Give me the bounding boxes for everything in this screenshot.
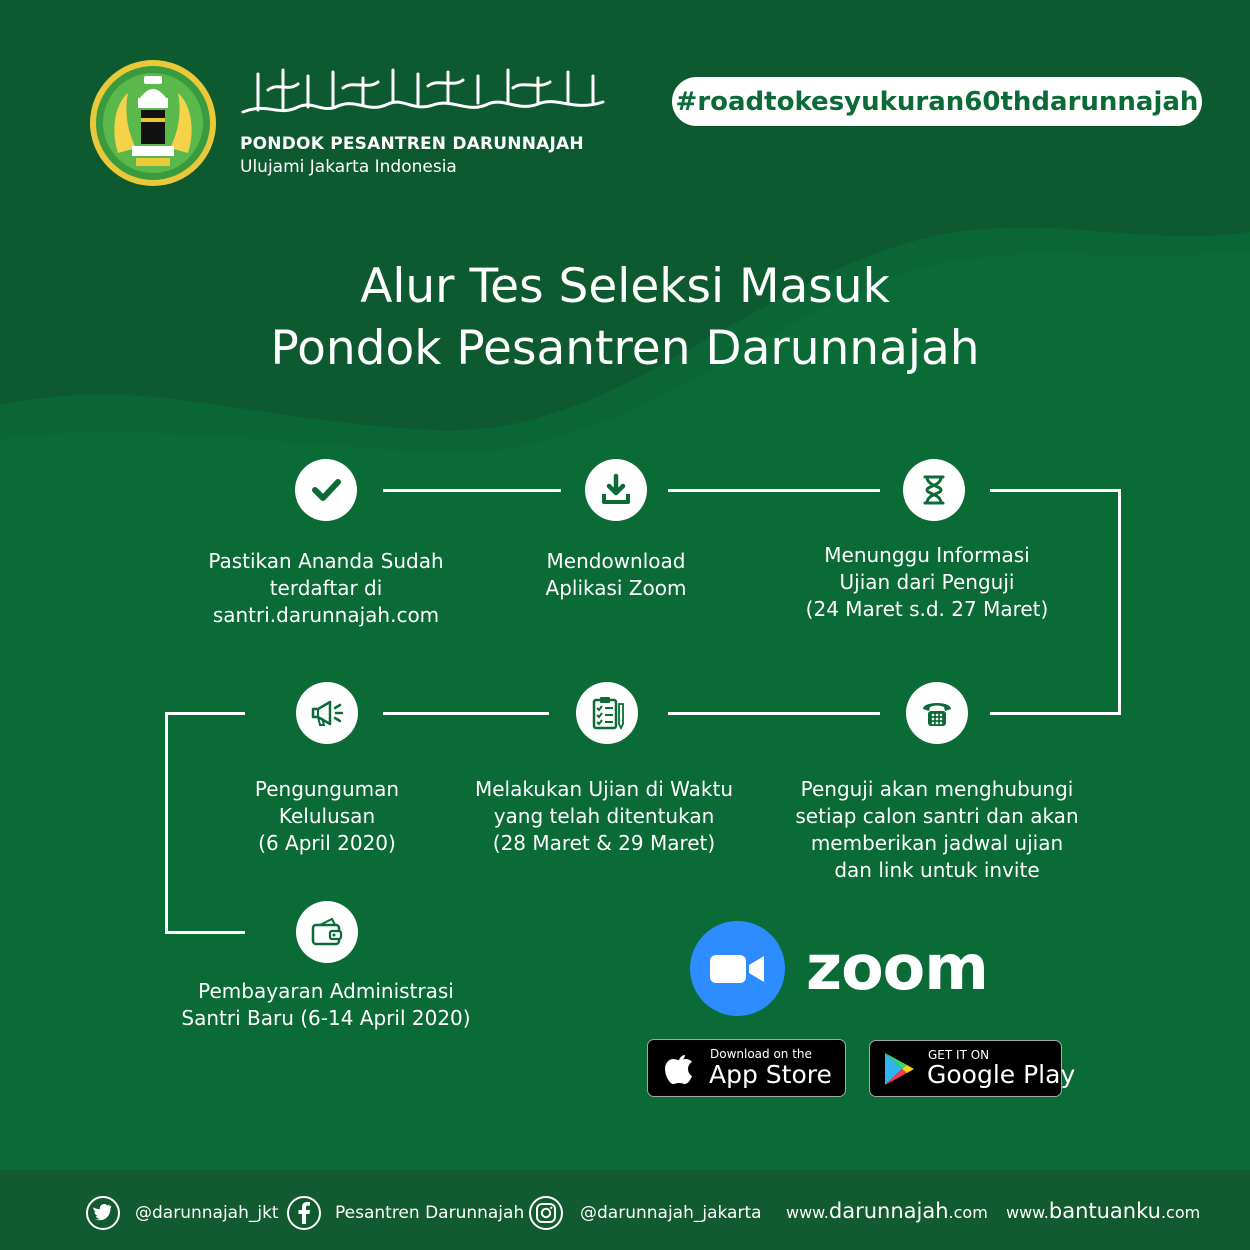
step-4-text: Penguji akan menghubungi setiap calon santri dan akan memberikan jadwal ujian dan link untuk invite [795,777,1079,882]
connector-line [383,712,549,715]
step-1-text: Pastikan Ananda Sudah terdaftar di santri.darunnajah.com [208,549,444,627]
app-store-label: App Store [709,1060,832,1089]
google-play-small-label: GET IT ON [928,1048,990,1062]
darunnajah-logo [88,58,218,188]
website-darunnajah[interactable]: www.darunnajah.com [786,1199,988,1223]
wallet-icon [296,901,358,963]
connector-line [668,712,880,715]
facebook-icon[interactable] [287,1196,321,1230]
hashtag-badge: #roadtokesyukuran60thdarunnajah [672,77,1202,126]
org-name: PONDOK PESANTREN DARUNNAJAH [240,134,584,154]
org-location: Ulujami Jakarta Indonesia [240,157,457,177]
download-icon [585,459,647,521]
website-bantuanku[interactable]: www.bantuanku.com [1006,1199,1201,1223]
instagram-icon[interactable] [529,1196,563,1230]
instagram-handle: @darunnajah_jakarta [580,1203,762,1223]
checkmark-icon [295,459,357,521]
facebook-page: Pesantren Darunnajah [335,1203,525,1223]
connector-line [990,712,1121,715]
connector-line [990,489,1121,492]
connector-line [383,489,561,492]
title-line-2: Pondok Pesantren Darunnajah [270,321,980,376]
twitter-handle: @darunnajah_jkt [135,1203,279,1223]
zoom-logo-icon [690,921,785,1016]
app-store-small-label: Download on the [710,1047,812,1061]
step-3-text: Menunggu Informasi Ujian dari Penguji (24 Maret s.d. 27 Maret) [805,543,1049,621]
step-6-text: Pengunguman Kelulusan (6 April 2020) [254,777,400,855]
title-line-1: Alur Tes Seleksi Masuk [360,259,890,314]
connector-line [165,931,245,934]
google-play-badge[interactable] [869,1040,1076,1097]
app-store-badge[interactable] [647,1039,846,1097]
twitter-icon[interactable] [86,1196,120,1230]
google-play-label: Google Play [927,1060,1076,1089]
connector-line [1118,489,1121,715]
step-5-text: Melakukan Ujian di Waktu yang telah ditentukan (28 Maret & 29 Maret) [474,777,734,855]
step-2-text: Mendownload Aplikasi Zoom [545,549,687,600]
zoom-wordmark: zoom [806,931,988,1004]
telephone-icon [906,682,968,744]
apple-icon [662,1049,696,1091]
connector-line [165,712,245,715]
connector-line [668,489,880,492]
page-title [0,256,1250,380]
google-play-icon [882,1051,916,1091]
clipboard-checklist-icon [576,682,638,744]
arabic-calligraphy-logotype [238,62,608,128]
megaphone-icon [296,682,358,744]
hourglass-icon [903,459,965,521]
step-7-text: Pembayaran Administrasi Santri Baru (6-14 April 2020) [181,979,471,1030]
